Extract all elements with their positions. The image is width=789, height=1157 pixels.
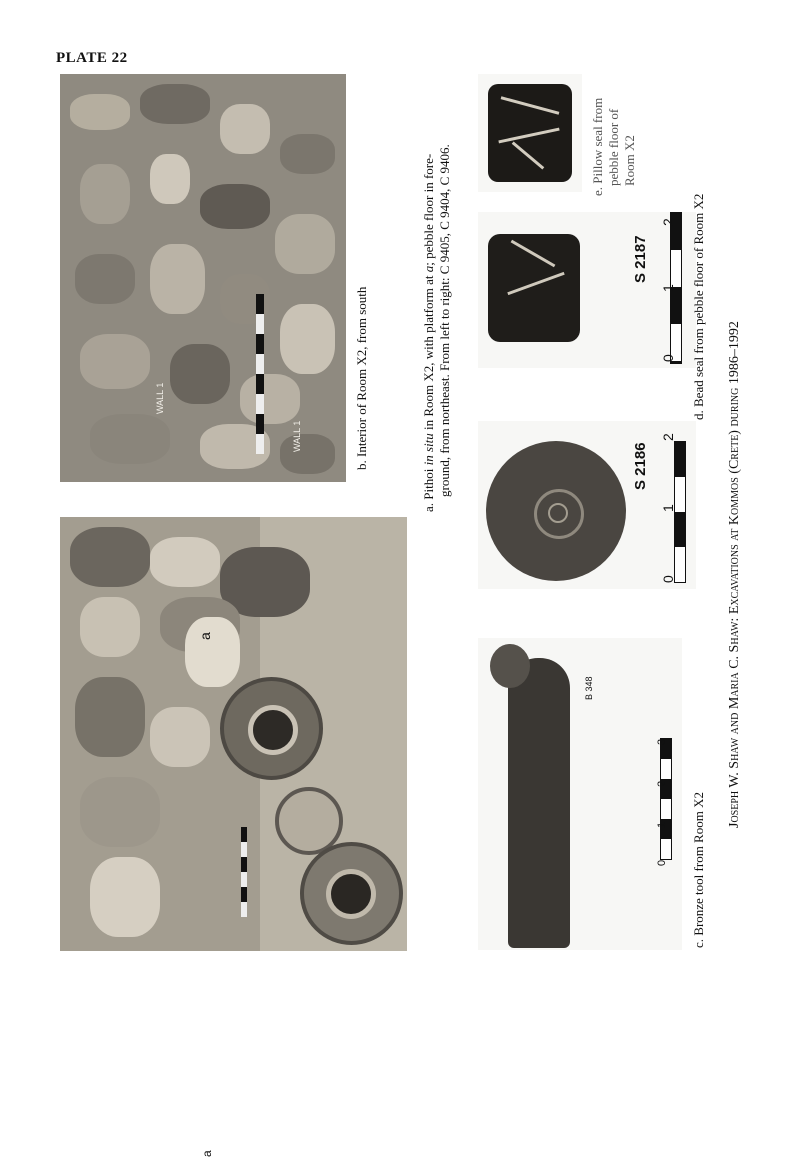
platform-label: a (200, 1150, 214, 1157)
wall-label-left: WALL 1 (155, 382, 165, 414)
caption-a-line2: ground, from northeast. From left to right: C 9405, C 9404, C 9406. (437, 144, 452, 497)
caption-e-line3: Room X2 (622, 135, 637, 186)
footer-citation: Joseph W. Shaw and Maria C. Shaw: Excavations at Kommos (Crete) during 1986–1992 (727, 321, 742, 828)
photo-pithoi-in-situ (60, 517, 407, 1157)
bronze-id: B 348 (584, 676, 594, 700)
caption-d: d. Bead seal from pebble floor of Room X2 (691, 193, 706, 420)
caption-c: c. Bronze tool from Room X2 (691, 792, 706, 948)
seal-e-id: S 2187 (632, 235, 649, 283)
photo-room-interior (60, 74, 346, 482)
caption-e-line2: pebble floor of (606, 108, 621, 186)
seal-d-id: S 2186 (632, 442, 649, 490)
plate-label: PLATE 22 (56, 50, 128, 66)
caption-b: b. Interior of Room X2, from south (354, 286, 369, 470)
caption-e-line1: e. Pillow seal from (590, 97, 605, 196)
wall-label-right: WALL 1 (292, 420, 302, 452)
photo-pillow-seal-closeup (478, 74, 582, 192)
photo-bronze-tool (478, 638, 682, 950)
caption-a-line1: a. Pithoi in situ in Room X2, with platform at a; pebble floor in fore- (421, 153, 436, 512)
platform-letter: a (197, 632, 213, 640)
